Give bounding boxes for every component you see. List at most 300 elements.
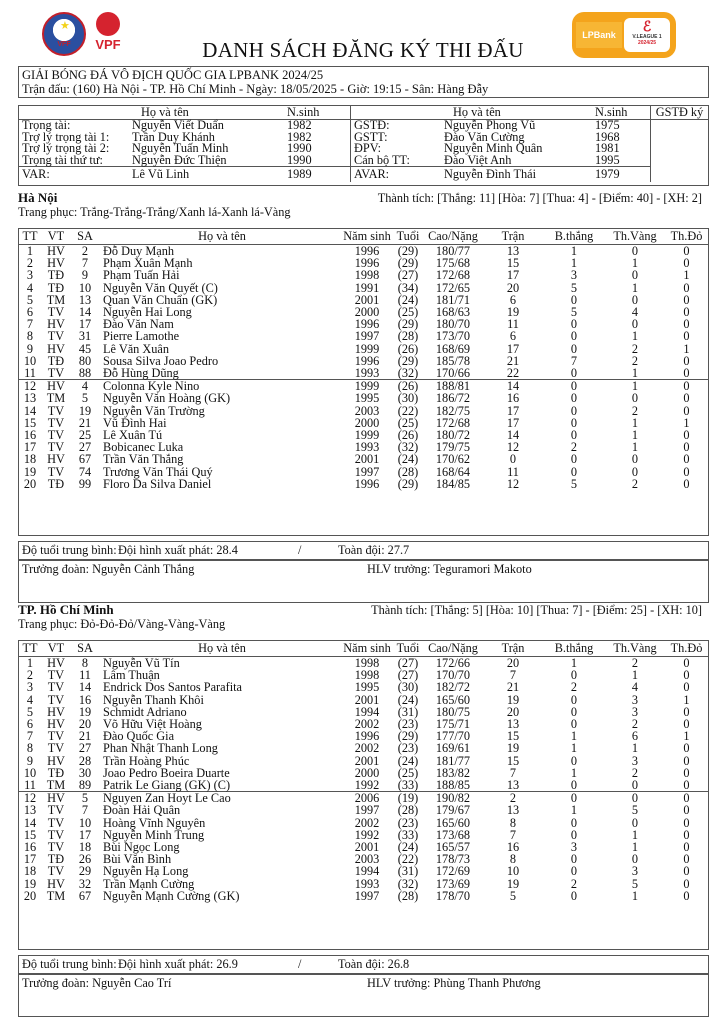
cell-name: Lâm Thuận bbox=[103, 668, 160, 683]
cell-goals: 0 bbox=[570, 864, 578, 879]
cell-birth: 2000 bbox=[354, 765, 380, 780]
cell-name: Đào Văn Nam bbox=[103, 317, 174, 332]
cell-vt: TV bbox=[47, 366, 65, 381]
cell-goals: 0 bbox=[570, 317, 578, 332]
table-row bbox=[19, 865, 708, 877]
cell-matches: 10 bbox=[506, 864, 520, 879]
official-row: Trợ lý trọng tài 1: Trần Duy Khánh 1982 GSTT: Đào Văn Cường 1968 bbox=[22, 129, 620, 144]
cell-red: 0 bbox=[683, 803, 690, 818]
cell-age: (27) bbox=[397, 268, 419, 283]
cell-name: Nguyễn Văn Hoàng (GK) bbox=[103, 391, 231, 406]
cell-yellow: 0 bbox=[631, 391, 639, 406]
cell-height-weight: 172/68 bbox=[435, 415, 471, 430]
cell-name: Nguyễn Vũ Tín bbox=[103, 656, 180, 670]
table-row bbox=[19, 282, 708, 294]
cell-height-weight: 173/70 bbox=[435, 329, 471, 344]
cell-age: (23) bbox=[397, 741, 419, 756]
cell-matches: 6 bbox=[509, 329, 517, 344]
cell-goals: 5 bbox=[570, 476, 578, 491]
col-sa: SA bbox=[71, 641, 99, 657]
cell-yellow: 2 bbox=[631, 765, 639, 780]
cell-red: 0 bbox=[683, 256, 690, 271]
cell-birth: 1996 bbox=[354, 729, 380, 744]
cell-matches: 15 bbox=[506, 753, 520, 768]
cell-height-weight: 179/67 bbox=[435, 803, 471, 818]
cell-birth: 2001 bbox=[354, 692, 380, 707]
cell-birth: 1996 bbox=[354, 476, 380, 491]
cell-height-weight: 178/70 bbox=[435, 888, 471, 903]
cell-matches: 2 bbox=[483, 792, 543, 805]
cell-yellow: 0 bbox=[605, 792, 665, 805]
cell-red: 0 bbox=[683, 353, 690, 368]
cell-yellow: 5 bbox=[631, 803, 639, 818]
cell-sa: 10 bbox=[78, 280, 92, 295]
cell-sa: 17 bbox=[78, 317, 92, 332]
cell-age: (28) bbox=[397, 464, 419, 479]
cell-vt: HV bbox=[41, 380, 71, 393]
table-row bbox=[19, 694, 708, 706]
cell-age: (24) bbox=[397, 292, 419, 307]
cell-sa: 17 bbox=[78, 827, 92, 842]
cell-age: (28) bbox=[397, 888, 419, 903]
head-coach: HLV trưởng: Teguramori Makoto bbox=[367, 562, 532, 576]
cell-tt: 19 bbox=[23, 876, 37, 891]
cell-goals: 0 bbox=[570, 464, 578, 479]
cell-goals: 0 bbox=[570, 692, 578, 707]
cell-name: Nguyễn Hạ Long bbox=[103, 864, 189, 879]
cell-tt: 7 bbox=[26, 317, 34, 332]
cell-tt: 5 bbox=[26, 292, 34, 307]
cell-tt: 20 bbox=[23, 476, 37, 491]
cell-birth: 1995 bbox=[354, 391, 380, 406]
cell-yellow: 1 bbox=[631, 840, 639, 855]
cell-matches: 16 bbox=[506, 391, 520, 406]
cell-red: 0 bbox=[683, 280, 690, 295]
cell-tt: 5 bbox=[26, 704, 34, 719]
cell-yellow: 0 bbox=[631, 317, 639, 332]
cell-yellow: 0 bbox=[631, 778, 639, 793]
cell-height-weight: 172/66 bbox=[435, 656, 471, 670]
cell-age: (31) bbox=[397, 864, 419, 879]
cell-vt: TV bbox=[47, 827, 65, 842]
cell-vt: TV bbox=[47, 840, 65, 855]
col-matches: Trận bbox=[483, 641, 543, 657]
cell-age: (26) bbox=[397, 428, 419, 443]
cell-goals: 5 bbox=[570, 305, 578, 320]
col-height-weight: Cao/Nặng bbox=[423, 641, 483, 657]
cell-yellow: 1 bbox=[631, 888, 639, 903]
cell-age: (25) bbox=[397, 765, 419, 780]
cell-yellow: 0 bbox=[631, 452, 639, 467]
cell-red: 0 bbox=[683, 452, 690, 467]
cell-sa: 80 bbox=[78, 353, 92, 368]
cell-matches: 14 bbox=[483, 380, 543, 393]
cell-red: 0 bbox=[683, 329, 690, 344]
cell-sa: 27 bbox=[78, 741, 92, 756]
team-manager: Trưởng đoàn: Nguyễn Cảnh Thắng bbox=[22, 562, 195, 576]
cell-height-weight: 188/81 bbox=[423, 380, 483, 393]
cell-sa: 14 bbox=[78, 305, 92, 320]
col-tt: TT bbox=[19, 229, 41, 245]
cell-matches: 15 bbox=[506, 729, 520, 744]
cell-vt: TM bbox=[46, 292, 66, 307]
cell-tt: 3 bbox=[26, 268, 34, 283]
cell-age: (25) bbox=[397, 305, 419, 320]
cell-red: 0 bbox=[683, 717, 690, 732]
cell-age: (24) bbox=[397, 452, 419, 467]
col-red: Th.Đỏ bbox=[665, 229, 708, 245]
cell-birth: 2006 bbox=[341, 792, 393, 805]
cell-age: (32) bbox=[397, 366, 419, 381]
cell-height-weight: 168/63 bbox=[435, 305, 471, 320]
cell-vt: HV bbox=[47, 717, 65, 732]
cell-birth: 1998 bbox=[354, 268, 380, 283]
col-birth: Năm sinh bbox=[341, 641, 393, 657]
cell-birth: 1996 bbox=[354, 353, 380, 368]
cell-matches: 19 bbox=[506, 305, 520, 320]
cell-tt: 6 bbox=[26, 717, 34, 732]
cell-matches: 14 bbox=[506, 428, 520, 443]
vpf-logo-icon: VPF bbox=[91, 12, 125, 60]
cell-age: (23) bbox=[397, 717, 419, 732]
cell-sa: 30 bbox=[78, 765, 92, 780]
cell-vt: TĐ bbox=[47, 765, 65, 780]
cell-height-weight: 181/77 bbox=[435, 753, 471, 768]
roster-table-hcm bbox=[18, 640, 709, 950]
cell-vt: HV bbox=[47, 244, 65, 258]
cell-matches: 7 bbox=[509, 765, 517, 780]
cell-sa: 25 bbox=[78, 428, 92, 443]
table-row bbox=[19, 817, 708, 829]
cell-birth: 1996 bbox=[354, 317, 380, 332]
cell-height-weight: 177/70 bbox=[435, 729, 471, 744]
cell-red: 0 bbox=[683, 391, 690, 406]
cell-red: 0 bbox=[683, 852, 690, 867]
cell-age: (29) bbox=[397, 729, 419, 744]
cell-age: (29) bbox=[397, 317, 419, 332]
cell-height-weight: 172/68 bbox=[435, 268, 471, 283]
cell-sa: 32 bbox=[78, 876, 92, 891]
cell-goals: 0 bbox=[543, 792, 605, 805]
cell-tt: 2 bbox=[26, 256, 34, 271]
cell-age: (27) bbox=[397, 656, 419, 670]
cell-name: Nguyễn Văn Quyết (C) bbox=[103, 280, 218, 295]
cell-birth: 1996 bbox=[354, 256, 380, 271]
cell-height-weight: 182/72 bbox=[435, 680, 471, 695]
cell-yellow: 0 bbox=[631, 268, 639, 283]
cell-yellow: 1 bbox=[631, 440, 639, 455]
cell-matches: 12 bbox=[506, 440, 520, 455]
cell-matches: 21 bbox=[506, 353, 520, 368]
table-row bbox=[19, 478, 708, 490]
cell-height-weight: 169/61 bbox=[435, 741, 471, 756]
average-age-bar: Độ tuổi trung bình:Đội hình xuất phát: 28.4 / Toàn đội: 27.7 bbox=[18, 541, 709, 560]
cell-sa: 4 bbox=[71, 380, 99, 393]
cell-age: (27) bbox=[397, 668, 419, 683]
cell-goals: 0 bbox=[570, 415, 578, 430]
table-row bbox=[19, 755, 708, 767]
table-row bbox=[19, 367, 708, 380]
cell-tt: 18 bbox=[23, 452, 37, 467]
cell-goals: 0 bbox=[570, 815, 578, 830]
cell-birth: 1999 bbox=[341, 380, 393, 393]
vleague-logo-icon: LPBank ℰ V.LEAGUE 1 2024/25 bbox=[572, 12, 676, 58]
team-name: TP. Hồ Chí Minh bbox=[18, 602, 114, 617]
cell-height-weight: 172/65 bbox=[435, 280, 471, 295]
cell-sa: 13 bbox=[78, 292, 92, 307]
table-row bbox=[19, 330, 708, 342]
team-record: Thành tích: [Thắng: 11] [Hòa: 7] [Thua: 4] - [Điểm: 40] - [XH: 2] bbox=[377, 191, 702, 205]
cell-height-weight: 183/82 bbox=[435, 765, 471, 780]
page-title: DANH SÁCH ĐĂNG KÝ THI ĐẤU bbox=[202, 38, 524, 62]
official-row: Trọng tài thứ tư: Nguyễn Đức Thiện 1990 Cán bộ TT: Đào Việt Anh 1995 bbox=[22, 152, 620, 167]
cell-birth: 1997 bbox=[354, 329, 380, 344]
cell-vt: TM bbox=[46, 778, 66, 793]
cell-yellow: 3 bbox=[631, 753, 639, 768]
cell-goals: 0 bbox=[570, 452, 578, 467]
col-red: Th.Đỏ bbox=[665, 641, 708, 657]
cell-name: Nguyễn Mạnh Cường (GK) bbox=[103, 888, 240, 903]
cell-name: Đỗ Duy Mạnh bbox=[103, 244, 175, 258]
cell-sa: 21 bbox=[78, 729, 92, 744]
cell-tt: 17 bbox=[23, 852, 37, 867]
cell-goals: 0 bbox=[543, 380, 605, 393]
officials-table: Họ và tên N.sinh Họ và tên N.sinh GSTĐ ký Trọng tài: Nguyễn Viết Duẩn 1982 GSTĐ: Nguyễn Phong Vũ 1975 Trợ lý trọng tài 1: Trần Duy Khánh 1982 GSTT: Đào Văn Cường 1968 Trợ lý trọng tài 2: Nguyễn Tuấn Minh 1990 ĐPV: Nguyễn Minh Quân 1981 Trọng tài thứ tư: Nguyễn Đức Thiện 1990 Cán bộ TT: Đào Việt Anh 1995 VAR: Lê Vũ Linh 1989 AVAR: Nguyễn Đình Thái 1979 bbox=[18, 105, 709, 186]
team-record: Thành tích: [Thắng: 5] [Hòa: 10] [Thua: 7] - [Điểm: 25] - [XH: 10] bbox=[371, 603, 702, 617]
cell-yellow: 1 bbox=[631, 428, 639, 443]
cell-vt: TV bbox=[47, 464, 65, 479]
cell-sa: 16 bbox=[78, 692, 92, 707]
cell-yellow: 1 bbox=[631, 415, 639, 430]
cell-goals: 0 bbox=[570, 852, 578, 867]
cell-red: 0 bbox=[683, 428, 690, 443]
cell-height-weight: 170/70 bbox=[435, 668, 471, 683]
cell-goals: 1 bbox=[570, 741, 578, 756]
cell-age: (30) bbox=[397, 391, 419, 406]
col-name: Họ và tên bbox=[99, 229, 341, 245]
cell-tt: 10 bbox=[23, 353, 37, 368]
table-row bbox=[19, 681, 708, 693]
cell-red: 0 bbox=[683, 815, 690, 830]
cell-age: (24) bbox=[397, 840, 419, 855]
cell-matches: 12 bbox=[506, 476, 520, 491]
cell-birth: 1992 bbox=[354, 778, 380, 793]
cell-yellow: 1 bbox=[631, 741, 639, 756]
cell-sa: 7 bbox=[81, 803, 89, 818]
cell-name: Bobicanec Luka bbox=[103, 440, 184, 455]
cell-sa: 5 bbox=[71, 792, 99, 805]
cell-height-weight: 165/57 bbox=[435, 840, 471, 855]
cell-height-weight: 179/75 bbox=[435, 440, 471, 455]
cell-sa: 74 bbox=[78, 464, 92, 479]
cell-age: (22) bbox=[397, 403, 419, 418]
cell-birth: 1998 bbox=[354, 656, 380, 670]
cell-vt: HV bbox=[47, 317, 65, 332]
cell-red: 0 bbox=[683, 476, 690, 491]
cell-vt: HV bbox=[47, 341, 65, 356]
cell-age: (30) bbox=[397, 680, 419, 695]
cell-birth: 2000 bbox=[354, 305, 380, 320]
cell-red: 0 bbox=[683, 704, 690, 719]
cell-vt: TV bbox=[47, 680, 65, 695]
cell-height-weight: 168/64 bbox=[435, 464, 471, 479]
cell-tt: 9 bbox=[26, 341, 34, 356]
cell-red: 0 bbox=[683, 656, 690, 670]
cell-yellow: 2 bbox=[631, 717, 639, 732]
cell-birth: 2003 bbox=[354, 403, 380, 418]
cell-sa: 2 bbox=[81, 244, 89, 258]
cell-sa: 11 bbox=[79, 668, 91, 683]
col-name: Họ và tên bbox=[99, 641, 341, 657]
cell-vt: TV bbox=[47, 668, 65, 683]
cell-yellow: 0 bbox=[631, 464, 639, 479]
cell-matches: 22 bbox=[506, 366, 520, 381]
cell-name: Bùi Ngọc Long bbox=[103, 840, 180, 855]
cell-vt: TV bbox=[47, 440, 65, 455]
cell-tt: 11 bbox=[24, 366, 36, 381]
cell-birth: 1992 bbox=[354, 827, 380, 842]
col-vt: VT bbox=[41, 229, 71, 245]
cell-vt: TM bbox=[46, 391, 66, 406]
cell-birth: 1997 bbox=[354, 888, 380, 903]
col-age: Tuổi bbox=[393, 229, 423, 245]
cell-age: (29) bbox=[397, 244, 419, 258]
cell-name: Đào Quốc Gia bbox=[103, 729, 175, 744]
official-row: Trợ lý trọng tài 2: Nguyễn Tuấn Minh 1990 ĐPV: Nguyễn Minh Quân 1981 bbox=[22, 141, 620, 155]
cell-tt: 13 bbox=[23, 803, 37, 818]
cell-goals: 1 bbox=[570, 244, 578, 258]
cell-birth: 1991 bbox=[354, 280, 380, 295]
cell-vt: TĐ bbox=[47, 268, 65, 283]
vleague-mark-icon: ℰ bbox=[642, 18, 652, 34]
cell-goals: 2 bbox=[570, 876, 578, 891]
cell-age: (29) bbox=[397, 353, 419, 368]
cell-vt: TĐ bbox=[47, 353, 65, 368]
cell-birth: 1993 bbox=[354, 876, 380, 891]
cell-yellow: 6 bbox=[631, 729, 639, 744]
cell-vt: TV bbox=[47, 803, 65, 818]
cell-age: (29) bbox=[397, 476, 419, 491]
cell-red: 0 bbox=[683, 292, 690, 307]
cell-matches: 0 bbox=[509, 452, 517, 467]
col-sa: SA bbox=[71, 229, 99, 245]
cell-vt: TV bbox=[47, 329, 65, 344]
cell-yellow: 1 bbox=[631, 329, 639, 344]
cell-matches: 5 bbox=[509, 888, 517, 903]
cell-birth: 2001 bbox=[354, 292, 380, 307]
cell-tt: 16 bbox=[23, 428, 37, 443]
cell-matches: 19 bbox=[506, 741, 520, 756]
cell-goals: 1 bbox=[570, 256, 578, 271]
cell-vt: HV bbox=[47, 876, 65, 891]
cell-birth: 1995 bbox=[354, 680, 380, 695]
cell-yellow: 4 bbox=[631, 680, 639, 695]
cell-matches: 15 bbox=[506, 256, 520, 271]
cell-red: 1 bbox=[683, 692, 690, 707]
cell-age: (19) bbox=[393, 792, 423, 805]
match-details: Trận đấu: (160) Hà Nội - TP. Hồ Chí Minh - Ngày: 18/05/2025 - Giờ: 19:15 - Sân: Hàng Đẫy bbox=[22, 82, 489, 96]
cell-goals: 3 bbox=[570, 268, 578, 283]
cell-tt: 7 bbox=[26, 729, 34, 744]
cell-goals: 0 bbox=[570, 403, 578, 418]
cell-age: (28) bbox=[397, 803, 419, 818]
cell-height-weight: 175/71 bbox=[435, 717, 471, 732]
cell-matches: 7 bbox=[509, 668, 517, 683]
cell-matches: 13 bbox=[506, 244, 520, 258]
cell-height-weight: 185/78 bbox=[435, 353, 471, 368]
cell-name: Nguyễn Thanh Khôi bbox=[103, 692, 204, 707]
cell-vt: TV bbox=[47, 864, 65, 879]
col-birth: Năm sinh bbox=[341, 229, 393, 245]
cell-name: Endrick Dos Santos Parafita bbox=[103, 680, 242, 695]
cell-sa: 99 bbox=[78, 476, 92, 491]
cell-matches: 20 bbox=[506, 656, 520, 670]
roster-table-hanoi bbox=[18, 228, 709, 536]
cell-yellow: 0 bbox=[631, 852, 639, 867]
cell-yellow: 2 bbox=[631, 353, 639, 368]
roster-header bbox=[19, 641, 708, 657]
cell-red: 0 bbox=[683, 741, 690, 756]
cell-age: (24) bbox=[397, 692, 419, 707]
cell-name: Colonna Kyle Nino bbox=[99, 380, 341, 393]
cell-height-weight: 175/68 bbox=[435, 256, 471, 271]
cell-goals: 7 bbox=[570, 353, 578, 368]
cell-matches: 17 bbox=[506, 403, 520, 418]
table-row bbox=[19, 804, 708, 816]
cell-age: (26) bbox=[393, 380, 423, 393]
cell-sa: 21 bbox=[78, 415, 92, 430]
cell-goals: 0 bbox=[570, 428, 578, 443]
col-matches: Trận bbox=[483, 229, 543, 245]
cell-goals: 0 bbox=[570, 668, 578, 683]
cell-age: (33) bbox=[397, 827, 419, 842]
cell-height-weight: 186/72 bbox=[435, 391, 471, 406]
cell-birth: 2002 bbox=[354, 815, 380, 830]
cell-tt: 4 bbox=[26, 692, 34, 707]
cell-goals: 0 bbox=[570, 341, 578, 356]
cell-matches: 21 bbox=[506, 680, 520, 695]
cell-yellow: 1 bbox=[631, 668, 639, 683]
cell-height-weight: 180/77 bbox=[435, 244, 471, 258]
cell-birth: 2002 bbox=[354, 717, 380, 732]
cell-tt: 12 bbox=[19, 380, 41, 393]
cell-sa: 20 bbox=[78, 717, 92, 732]
cell-name: Đoàn Hải Quân bbox=[103, 803, 181, 818]
cell-height-weight: 188/85 bbox=[435, 778, 471, 793]
cell-matches: 17 bbox=[506, 268, 520, 283]
cell-vt: TV bbox=[47, 428, 65, 443]
cell-sa: 19 bbox=[78, 704, 92, 719]
cell-name: Quan Văn Chuẩn (GK) bbox=[103, 292, 218, 307]
cell-vt: HV bbox=[47, 704, 65, 719]
cell-height-weight: 180/70 bbox=[435, 317, 471, 332]
cell-matches: 8 bbox=[509, 852, 517, 867]
cell-goals: 1 bbox=[570, 803, 578, 818]
cell-name: Nguyễn Văn Trường bbox=[103, 403, 205, 418]
cell-yellow: 2 bbox=[631, 476, 639, 491]
table-row bbox=[19, 890, 708, 902]
cell-vt: TĐ bbox=[47, 280, 65, 295]
cell-birth: 1996 bbox=[354, 244, 380, 258]
cell-red: 0 bbox=[683, 317, 690, 332]
cell-matches: 13 bbox=[506, 717, 520, 732]
cell-red: 0 bbox=[683, 464, 690, 479]
cell-sa: 8 bbox=[81, 656, 89, 670]
cell-red: 0 bbox=[665, 792, 708, 805]
cell-matches: 8 bbox=[509, 815, 517, 830]
team-staff-box bbox=[18, 974, 709, 1017]
cell-tt: 15 bbox=[23, 415, 37, 430]
